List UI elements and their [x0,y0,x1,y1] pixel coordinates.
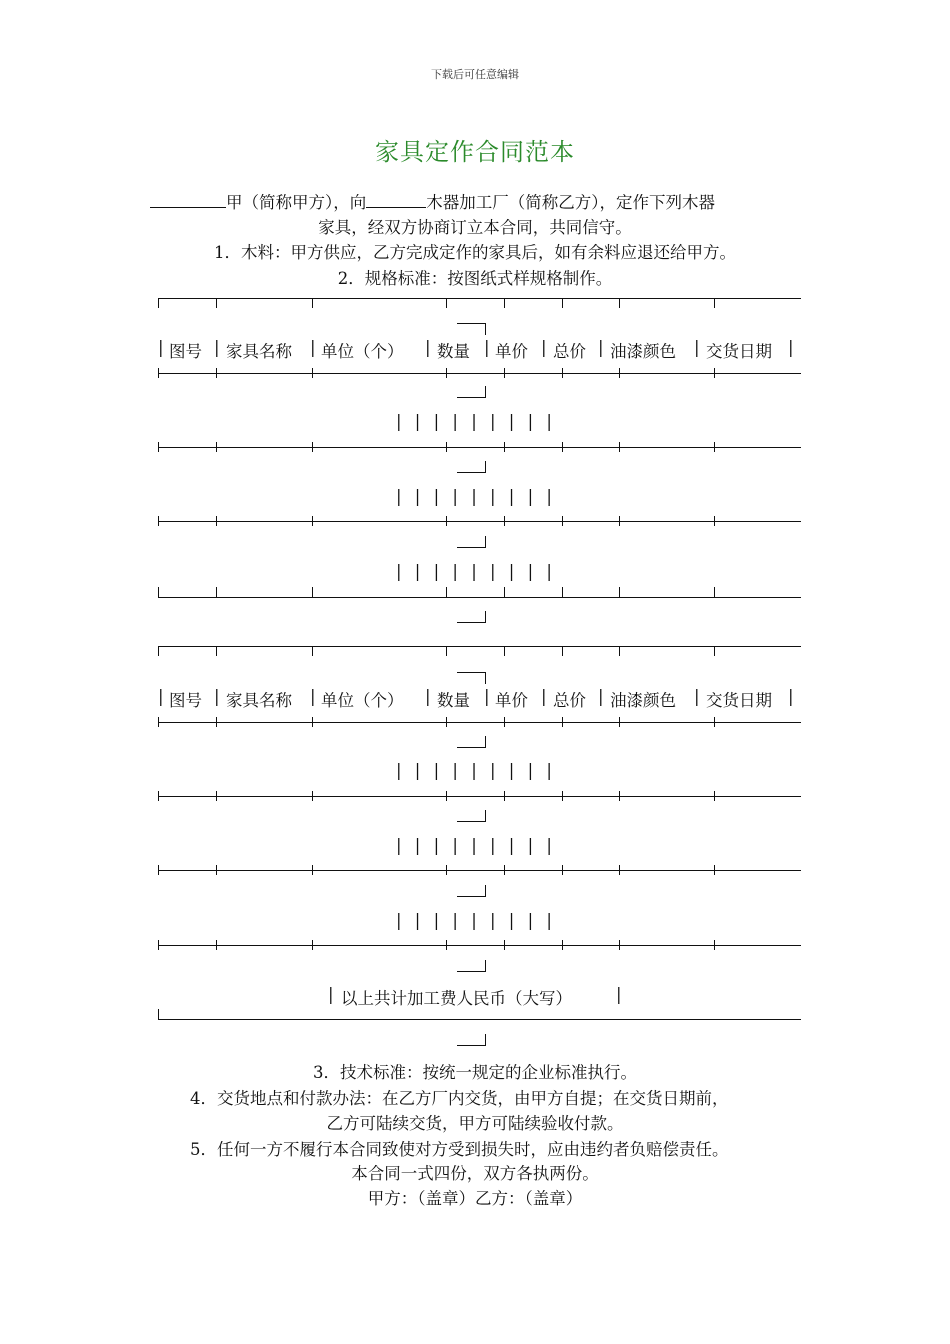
table-rule [158,521,801,522]
table-tick [446,516,447,526]
table-tick [619,940,620,950]
table-tick [714,940,715,950]
col-paint-color: 油漆颜色 [610,691,676,710]
table-tick [619,516,620,526]
table-tick [619,646,620,656]
col-quantity: 数量 [437,691,470,710]
table-tick [714,646,715,656]
table-rule [158,1019,801,1020]
table-stub [457,672,485,673]
table-tick [158,516,159,526]
table-tick [216,865,217,875]
clause-4-line-2: 乙方可陆续交货，甲方可陆续验收付款。 [326,1114,624,1133]
table-tick [619,442,620,452]
table-stub [485,323,486,335]
table-tick [312,368,313,378]
table-tick [216,587,217,597]
table-row: | | | | | | | | | [396,487,552,506]
table-tick [562,298,563,308]
clause-4-line-1: 4．交货地点和付款办法：在乙方厂内交货，由甲方自提；在交货日期前， [190,1089,729,1108]
table-stub [457,397,485,398]
table-tick [562,516,563,526]
table-tick [216,298,217,308]
table-stub [485,461,486,473]
table-tick [714,717,715,727]
table-stub [485,885,486,897]
intro-line-1-b: 木器加工厂（简称乙方），定作下列木器 [426,193,715,212]
clause-5: 5．任何一方不履行本合同致使对方受到损失时，应由违约者负赔偿责任。 [190,1140,729,1159]
table-tick [446,717,447,727]
table-tick [158,791,159,801]
col-unit: 单位（个） [321,342,404,361]
table-tick [446,865,447,875]
table-tick [446,940,447,950]
clause-1: 1．木料：甲方供应，乙方完成定作的家具后，如有余料应退还给甲方。 [214,243,736,262]
table-tick [714,298,715,308]
table-stub [485,736,486,748]
table-stub [457,547,485,548]
col-unit-price: 单价 [495,342,528,361]
table-rule [158,796,801,797]
table-tick [158,298,159,308]
col-drawing-no: 图号 [169,342,202,361]
table-tick [619,791,620,801]
table-tick [714,368,715,378]
col-delivery-date: 交货日期 [706,342,772,361]
table-tick [446,368,447,378]
table-tick [158,865,159,875]
table-stub [457,1045,485,1046]
table-rule [158,298,801,299]
col-delivery-date: 交货日期 [706,691,772,710]
table-tick [158,368,159,378]
table-tick [216,717,217,727]
table-tick [504,791,505,801]
table-tick [312,865,313,875]
copies-note: 本合同一式四份，双方各执两份。 [351,1164,599,1183]
table-tick [714,587,715,597]
table-rule [158,447,801,448]
table-tick [312,587,313,597]
table-tick [158,587,159,597]
table-tick [312,646,313,656]
col-unit-price: 单价 [495,691,528,710]
table-tick [216,791,217,801]
table-rule [158,722,801,723]
table-stub [457,323,485,324]
table-tick [504,516,505,526]
table-rule [158,597,801,598]
table-tick [158,940,159,950]
table-stub [485,611,486,623]
table-row: | | | | | | | | | [396,761,552,780]
table-stub [457,747,485,748]
table-tick [504,940,505,950]
clause-2: 2．规格标准：按图纸式样规格制作。 [337,269,613,288]
table-tick [714,442,715,452]
table-tick [714,791,715,801]
table-tick [216,940,217,950]
table-stub [485,960,486,972]
table-stub [485,386,486,398]
table-tick [562,646,563,656]
table-tick [446,791,447,801]
intro-line-1-a: 甲（简称甲方），向 [226,193,367,212]
table-tick [562,442,563,452]
table-tick [619,298,620,308]
table-row: | | | | | | | | | [396,412,552,431]
table-tick [619,717,620,727]
table-rule [158,870,801,871]
col-furniture-name: 家具名称 [226,342,292,361]
col-drawing-no: 图号 [169,691,202,710]
table-row: | | | | | | | | | [396,562,552,581]
table-tick [504,646,505,656]
intro-line-2: 家具，经双方协商订立本合同，共同信守。 [318,218,632,237]
col-total-price: 总价 [553,342,586,361]
table-tick [446,587,447,597]
blank-party-a [150,206,226,208]
table-tick [504,865,505,875]
table-stub [485,536,486,548]
table-tick [504,368,505,378]
table-tick [562,368,563,378]
table-tick [312,442,313,452]
table-tick [216,368,217,378]
table-stub [485,1034,486,1046]
blank-factory [366,206,426,208]
table-stub [457,896,485,897]
document-title: 家具定作合同范本 [375,138,575,166]
table-tick [312,298,313,308]
table-stub [457,971,485,972]
table-stub [457,622,485,623]
table-tick [312,791,313,801]
table-tick [504,442,505,452]
table-tick [158,1009,159,1019]
table-tick [504,587,505,597]
col-furniture-name: 家具名称 [226,691,292,710]
table-tick [158,442,159,452]
table-tick [562,865,563,875]
table-tick [562,717,563,727]
signature-line: 甲方：（盖章）乙方：（盖章） [367,1189,583,1208]
table-tick [504,298,505,308]
table-tick [158,646,159,656]
table-rule [158,373,801,374]
table-tick [619,865,620,875]
table-tick [446,442,447,452]
table-row: | | | | | | | | | [396,836,552,855]
table-tick [619,587,620,597]
table-tick [312,516,313,526]
table-tick [216,516,217,526]
col-total-price: 总价 [553,691,586,710]
table-stub [485,672,486,684]
intro-line-1 [150,189,850,213]
page-header: 下载后可任意编辑 [431,68,519,81]
table-tick [619,368,620,378]
table-tick [158,717,159,727]
table-tick [312,940,313,950]
table-tick [312,717,313,727]
table-tick [216,442,217,452]
col-unit: 单位（个） [321,691,404,710]
table-stub [457,472,485,473]
table-rule [158,945,801,946]
table-rule [158,646,801,647]
table-tick [562,791,563,801]
total-label: 以上共计加工费人民币（大写） [341,989,572,1008]
table-stub [457,821,485,822]
table-tick [504,717,505,727]
col-paint-color: 油漆颜色 [610,342,676,361]
table-tick [446,298,447,308]
col-quantity: 数量 [437,342,470,361]
clause-3: 3．技术标准：按统一规定的企业标准执行。 [313,1063,637,1082]
table-tick [446,646,447,656]
table-tick [714,516,715,526]
table-tick [562,940,563,950]
table-tick [714,865,715,875]
table-stub [485,810,486,822]
table-row: | | | | | | | | | [396,911,552,930]
table-tick [562,587,563,597]
table-tick [216,646,217,656]
